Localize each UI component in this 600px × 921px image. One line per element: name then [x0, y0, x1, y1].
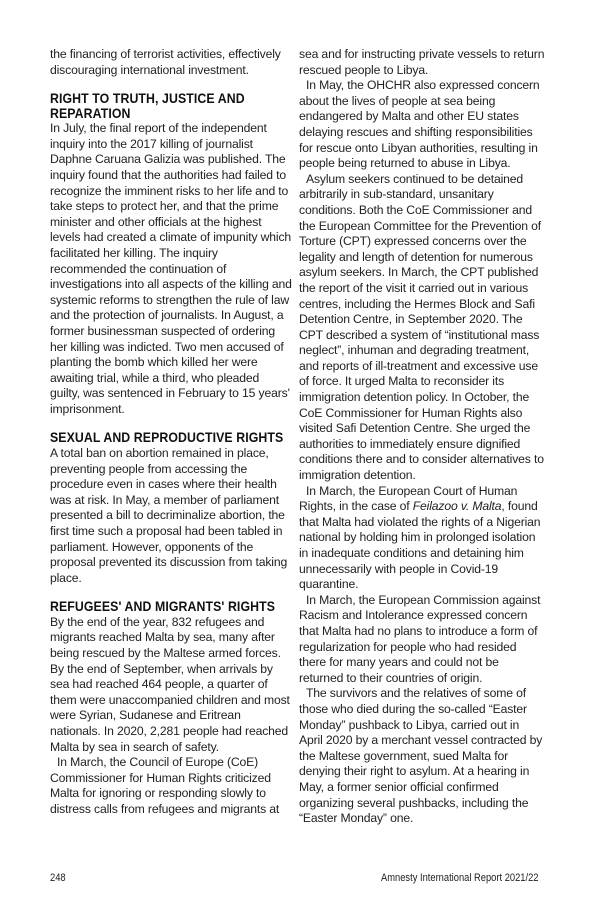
paragraph-ohchr: In May, the OHCHR also expressed concern about the lives of people at sea being endangered by Malta and other EU states delaying rescues and shifting responsibilities for rescue onto Libyan authorities, resulting in people being returned to abuse in Libya. [299, 78, 540, 171]
paragraph-abortion: A total ban on abortion remained in place, preventing people from accessing the procedure even in cases where their health was at risk. In May, a member of parliament presented a bill to decriminalize abortion, the first time such a proposal had been tabled in parliament. However, opponents of the proposal prevented its discussion from taking place. [50, 445, 288, 585]
heading-sexual-reproductive-rights: SEXUAL AND REPRODUCTIVE RIGHTS [50, 429, 284, 446]
paragraph-truth-justice: In July, the final report of the independent inquiry into the 2017 killing of journalist Daphne Caruana Galizia was published. The inquiry found that the authorities had failed to recognize the imminent risks to her life and to take steps to protect her, and that the prime minister and other officials at the highest levels had created a climate of impunity which facilitated her killing. The inquiry recommended the continuation of investigations into all aspects of the killing and systemic reforms to strengthen the rule of law and the protection of journalists. In August, a former businessman suspected of ordering her killing was indicted. Two men accused of planting the bomb which killed her were awaiting trial, while a third, who pleaded guilty, was sentenced in February to 15 years' imprisonment. [50, 121, 292, 416]
paragraph-echr-case [299, 484, 545, 593]
paragraph-asylum-detention: Asylum seekers continued to be detained arbitrarily in sub-standard, unsanitary conditions. Both the CoE Commissioner and the European Committee for the Prevention of Torture (CPT) expressed concerns over the legality and length of detention for numerous asylum seekers. In March, the CPT published the report of the visit it carried out in various centres, including the Hermes Block and Safi Detention Centre, in September 2020. The CPT described a system of “institutional mass neglect”, inhuman and degrading treatment, and reports of ill-treatment and excessive use of force. It urged Malta to reconsider its immigration detention policy. In October, the CoE Commissioner for Human Rights also visited Safi Detention Centre. She urged the authorities to immediately ensure dignified conditions there and to consider alternatives to immigration detention. [299, 171, 544, 483]
heading-refugees-migrants-rights: REFUGEES' AND MIGRANTS' RIGHTS [50, 598, 276, 615]
publication-title: Amnesty International Report 2021/22 [381, 872, 539, 884]
left-column [50, 47, 292, 818]
paragraph-arrivals: By the end of the year, 832 refugees and migrants reached Malta by sea, many after being rescued by the Maltese armed forces. By the end of September, when arrivals by sea had reached 464 people, a quarter of them were unaccompanied children and most were Syrian, Sudanese and Eritrean nationals. In 2020, 2,281 people had reached Malta by sea in search of safety. [50, 614, 290, 754]
case-name: Feilazoo v. Malta [412, 499, 502, 514]
paragraph-easter-monday: The survivors and the relatives of some of those who died during the so-called “Easter Monday” pushback to Libya, carried out in April 2020 by a merchant vessel contracted by the Maltese government, sued Malta for denying their right to asylum. At a hearing in May, a former senior official confirmed organizing several pushbacks, including the “Easter Monday” one. [299, 686, 543, 826]
page-number: 248 [50, 872, 66, 884]
paragraph-coe-commissioner: In March, the Council of Europe (CoE) Commissioner for Human Rights criticized Malta for ignoring or responding slowly to distress calls from refugees and migrants at [50, 755, 280, 816]
echr-text-before: In March, the European Court of Human Rights, in the case of [299, 483, 518, 514]
paragraph-ecri: In March, the European Commission against Racism and Intolerance expressed concern that Malta had no plans to introduce a form of regularization for people who had resided there for many years and could not be returned to their countries of origin. [299, 592, 541, 685]
intro-paragraph: the financing of terrorist activities, effectively discouraging international investment. [50, 47, 281, 77]
echr-text-after: , found that Malta had violated the rights of a Nigerian national by holding him in prolonged isolation in inadequate conditions and detaining him unnecessarily with people in Covid-19 quarantine. [299, 499, 541, 592]
heading-right-to-truth: RIGHT TO TRUTH, JUSTICE AND REPARATION [50, 90, 245, 121]
right-column [299, 47, 545, 827]
paragraph-continued: sea and for instructing private vessels to return rescued people to Libya. [299, 47, 545, 77]
